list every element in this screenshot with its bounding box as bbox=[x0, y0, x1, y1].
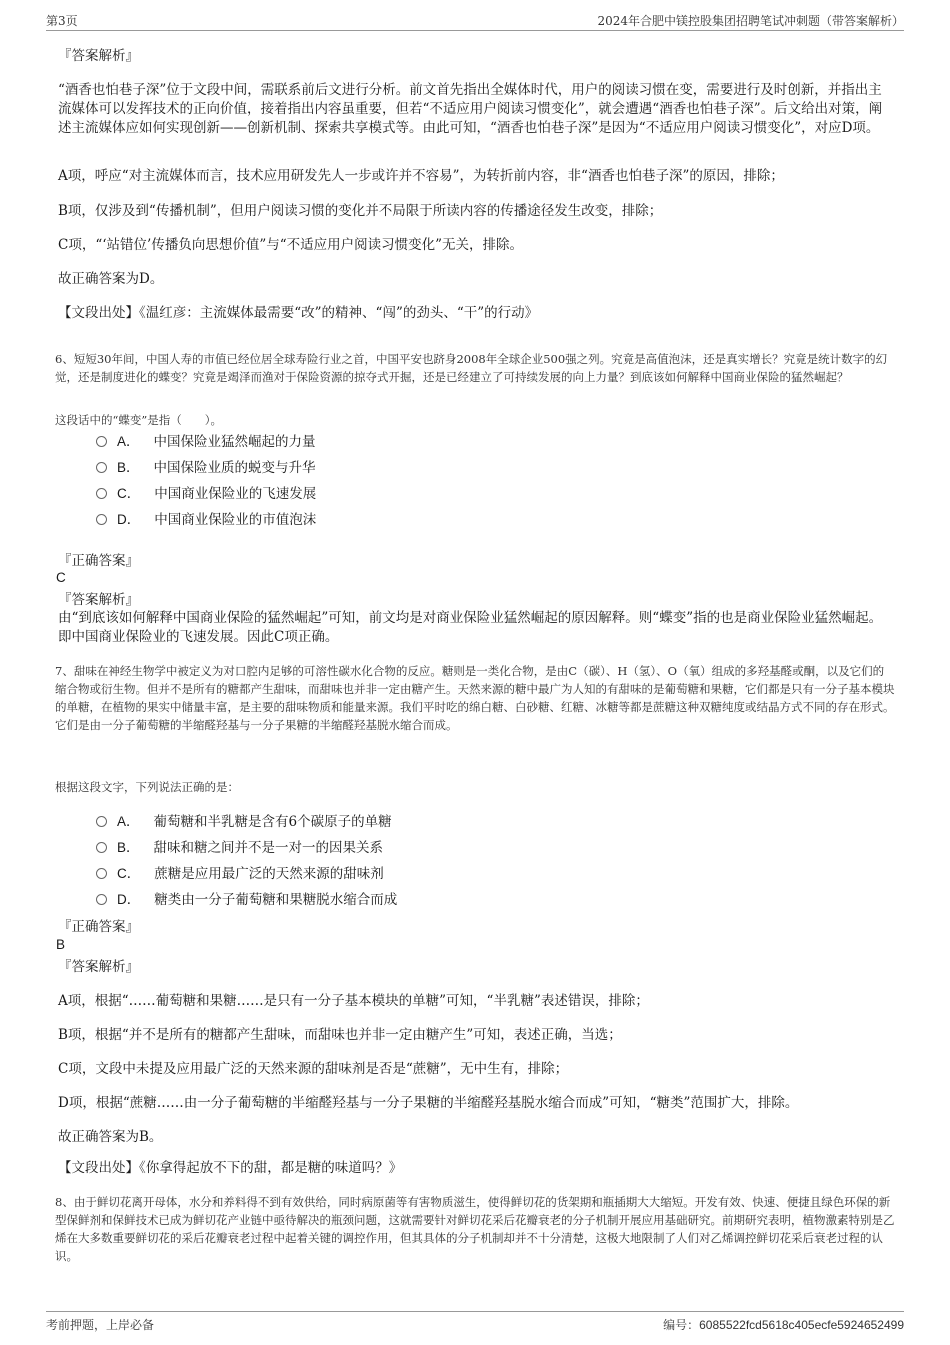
q7-option-d[interactable]: D． 糖类由一分子葡萄糖和果糖脱水缩合而成 bbox=[96, 890, 397, 910]
page-number: 第3页 bbox=[46, 14, 78, 28]
radio-icon[interactable] bbox=[96, 894, 107, 905]
q6-analysis-text: 由“到底该如何解释中国商业保险的猛然崛起”可知，前文均是对商业保险业猛然崛起的原因解释。则“蝶变”指的也是商业保险业猛然崛起。即中国商业保险业的飞速发展。因此C项正确。 bbox=[58, 610, 883, 645]
footer-slogan: 考前押题，上岸必备 bbox=[46, 1318, 155, 1332]
footer-divider bbox=[46, 1311, 904, 1312]
q7-stem: 7、甜味在神经生物学中被定义为对口腔内足够的可溶性碳水化合物的反应。糖则是一类化合物，是由C（碳）、H（氢）、O（氧）组成的多羟基醛或酮，以及它们的缩合物或衍生物。但并不是所有的糖都产生甜味，而甜味也并非一定由糖产生。天然来源的糖中最广为人知的有甜味的是葡萄糖和果糖，它们都是只有一分子基本模块的单糖，在植物的果实中储量丰富，是主要的甜味物质和能量来源。我们平时吃的绵白糖、白砂糖、红糖、冰糖等都是蔗糖这种双糖纯度或结晶方式不同的存在形式。它们是由一分子葡萄糖的半缩醛羟基与一分子果糖的半缩醛羟基脱水缩合而成。 bbox=[55, 664, 895, 732]
q7-option-c[interactable]: C． 蔗糖是应用最广泛的天然来源的甜味剂 bbox=[96, 864, 384, 884]
radio-icon[interactable] bbox=[96, 436, 107, 447]
q7-option-c-analysis: C项，文段中未提及应用最广泛的天然来源的甜味剂是否是“蔗糖”，无中生有，排除； bbox=[58, 1061, 569, 1077]
q7-option-d-analysis: D项，根据“蔗糖……由一分子葡萄糖的半缩醛羟基与一分子果糖的半缩醛羟基脱水缩合而成”可知，“糖类”范围扩大，排除。 bbox=[58, 1095, 799, 1111]
q7-analysis-label: 『答案解析』 bbox=[58, 959, 139, 975]
q6-question: 这段话中的“蝶变”是指（ ）。 bbox=[55, 413, 223, 427]
header-divider bbox=[46, 30, 904, 31]
q5-option-c-analysis: C项，“‘站错位’传播负向思想价值”与“不适应用户阅读习惯变化”无关，排除。 bbox=[58, 237, 524, 253]
document-title: 2024年合肥中镁控股集团招聘笔试冲刺题（带答案解析） bbox=[597, 14, 904, 28]
q5-option-b-analysis: B项，仅涉及到“传播机制”，但用户阅读习惯的变化并不局限于所读内容的传播途径发生改变，排除； bbox=[58, 203, 663, 219]
q7-option-a[interactable]: A． 葡萄糖和半乳糖是含有6个碳原子的单糖 bbox=[96, 812, 392, 832]
radio-icon[interactable] bbox=[96, 816, 107, 827]
q5-option-a-analysis: A项，呼应“对主流媒体而言，技术应用研发先人一步或许并不容易”，为转折前内容，非“酒香也怕巷子深”的原因，排除； bbox=[58, 168, 784, 184]
q6-answer: C bbox=[56, 570, 66, 585]
q7-answer: B bbox=[56, 937, 66, 952]
q7-conclusion: 故正确答案为B。 bbox=[58, 1129, 163, 1145]
q6-option-c[interactable]: C． 中国商业保险业的飞速发展 bbox=[96, 484, 316, 504]
radio-icon[interactable] bbox=[96, 842, 107, 853]
q6-stem: 6、短短30年间，中国人寿的市值已经位居全球寿险行业之首，中国平安也跻身2008年全球企业500强之列。究竟是高值泡沫，还是真实增长？究竟是统计数字的幻觉，还是制度进化的蝶变？究竟是竭泽而渔对于保险资源的掠夺式开掘，还是已经建立了可持续发展的向上力量？到底该如何解释中国商业保险的猛然崛起？ bbox=[55, 352, 888, 384]
q6-analysis-label: 『答案解析』 bbox=[58, 592, 139, 608]
radio-icon[interactable] bbox=[96, 462, 107, 473]
q5-analysis-label: 『答案解析』 bbox=[58, 48, 139, 64]
q5-source: 【文段出处】《温红彦：主流媒体最需要“改”的精神、“闯”的劲头、“干”的行动》 bbox=[58, 305, 539, 321]
q6-option-d[interactable]: D． 中国商业保险业的市值泡沫 bbox=[96, 510, 316, 530]
q7-option-b[interactable]: B． 甜味和糖之间并不是一对一的因果关系 bbox=[96, 838, 383, 858]
q6-option-b[interactable]: B． 中国保险业质的蜕变与升华 bbox=[96, 458, 316, 478]
q7-question: 根据这段文字，下列说法正确的是： bbox=[55, 780, 239, 794]
q6-answer-label: 『正确答案』 bbox=[58, 553, 139, 569]
radio-icon[interactable] bbox=[96, 488, 107, 499]
radio-icon[interactable] bbox=[96, 514, 107, 525]
radio-icon[interactable] bbox=[96, 868, 107, 879]
q5-conclusion: 故正确答案为D。 bbox=[58, 271, 164, 287]
document-code: 编号：6085522fcd5618c405ecfe5924652499 bbox=[663, 1318, 904, 1332]
q6-option-a[interactable]: A． 中国保险业猛然崛起的力量 bbox=[96, 432, 316, 452]
q8-stem: 8、由于鲜切花离开母体，水分和养料得不到有效供给，同时病原菌等有害物质滋生，使得鲜切花的货架期和瓶插期大大缩短。开发有效、快速、便捷且绿色环保的新型保鲜剂和保鲜技术已成为鲜切花产业链中亟待解决的瓶颈问题，这就需要针对鲜切花采后花瓣衰老的分子机制开展应用基础研究。前期研究表明，植物激素特别是乙烯在大多数重要鲜切花的采后花瓣衰老过程中起着关键的调控作用，但其具体的分子机制却并不十分清楚，这极大地限制了人们对乙烯调控鲜切花采后衰老过程的认识。 bbox=[55, 1195, 895, 1263]
q7-option-b-analysis: B项，根据“并不是所有的糖都产生甜味，而甜味也并非一定由糖产生”可知，表述正确，当选； bbox=[58, 1027, 622, 1043]
q7-option-a-analysis: A项，根据“……葡萄糖和果糖……是只有一分子基本模块的单糖”可知，“半乳糖”表述错误，排除； bbox=[58, 993, 649, 1009]
q7-answer-label: 『正确答案』 bbox=[58, 919, 139, 935]
q5-analysis-text: “酒香也怕巷子深”位于文段中间，需联系前后文进行分析。前文首先指出全媒体时代，用户的阅读习惯在变，需要进行及时创新，并指出主流媒体可以发挥技术的正向价值，接着指出内容虽重要，但若“不适应用户阅读习惯变化”，就会遭遇“酒香也怕巷子深”。后文给出对策，阐述主流媒体应如何实现创新——创新机制、探索共享模式等。由此可知，“酒香也怕巷子深”是因为“不适应用户阅读习惯变化”，对应D项。 bbox=[58, 82, 883, 136]
q7-source: 【文段出处】《你拿得起放不下的甜，都是糖的味道吗？》 bbox=[58, 1160, 403, 1176]
